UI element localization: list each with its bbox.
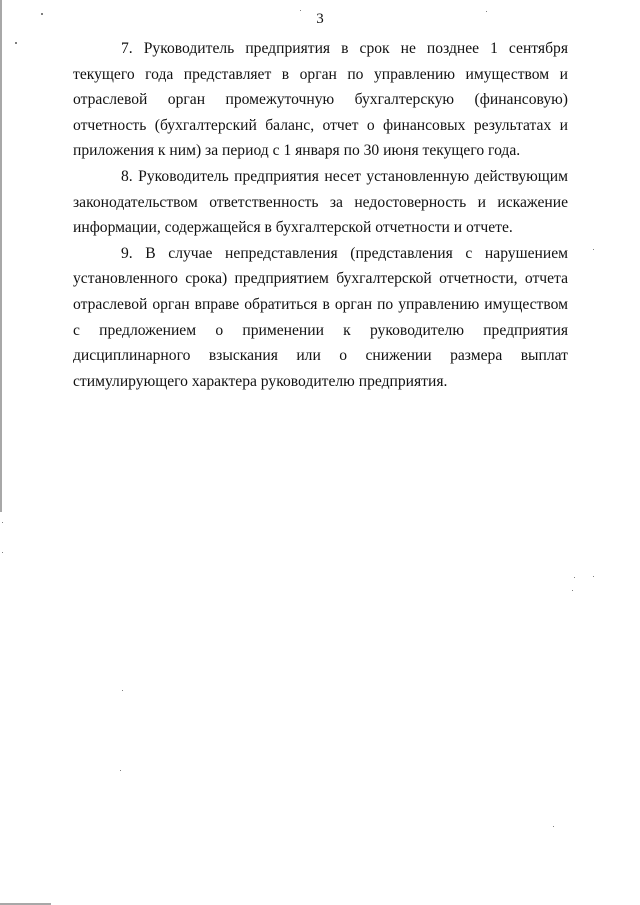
page-number: 3: [316, 11, 324, 27]
paragraph-9: 9. В случае непредставления (представления с нарушением установленного срока) предприятием бухгалтерской отчетности, отчета отраслевой орган вправе обратиться в орган по управлению имуществом с предложением о применении к руководителю предприятия дисциплинарного взыскания или о снижении размера выплат стимулирующего характера руководителю предприятия.: [73, 244, 568, 390]
scan-speck: [593, 249, 594, 250]
scan-speck: [122, 690, 123, 691]
scan-speck: [572, 590, 573, 591]
document-body: [73, 36, 568, 394]
scan-speck: [120, 770, 121, 771]
scan-speck: [553, 826, 554, 827]
scan-speck: [15, 42, 17, 44]
paragraph-7: 7. Руководитель предприятия в срок не позднее 1 сентября текущего года представляет в орган по управлению имуществом и отраслевой орган промежуточную бухгалтерскую (финансовую) отчетность (бухгалтерский баланс, отчет о финансовых результатах и приложения к ним) за период с 1 января по 30 июня текущего года.: [73, 40, 568, 160]
scan-speck: [574, 577, 575, 578]
scan-speck: [593, 576, 594, 577]
scan-speck: [2, 522, 3, 523]
paragraph-8: 8. Руководитель предприятия несет установленную действующим законодательством ответственность за недостоверность и искажение информации, содержащейся в бухгалтерской отчетности и отчете.: [73, 167, 568, 237]
scan-speck: [2, 552, 3, 553]
scan-edge-line: [0, 0, 2, 512]
